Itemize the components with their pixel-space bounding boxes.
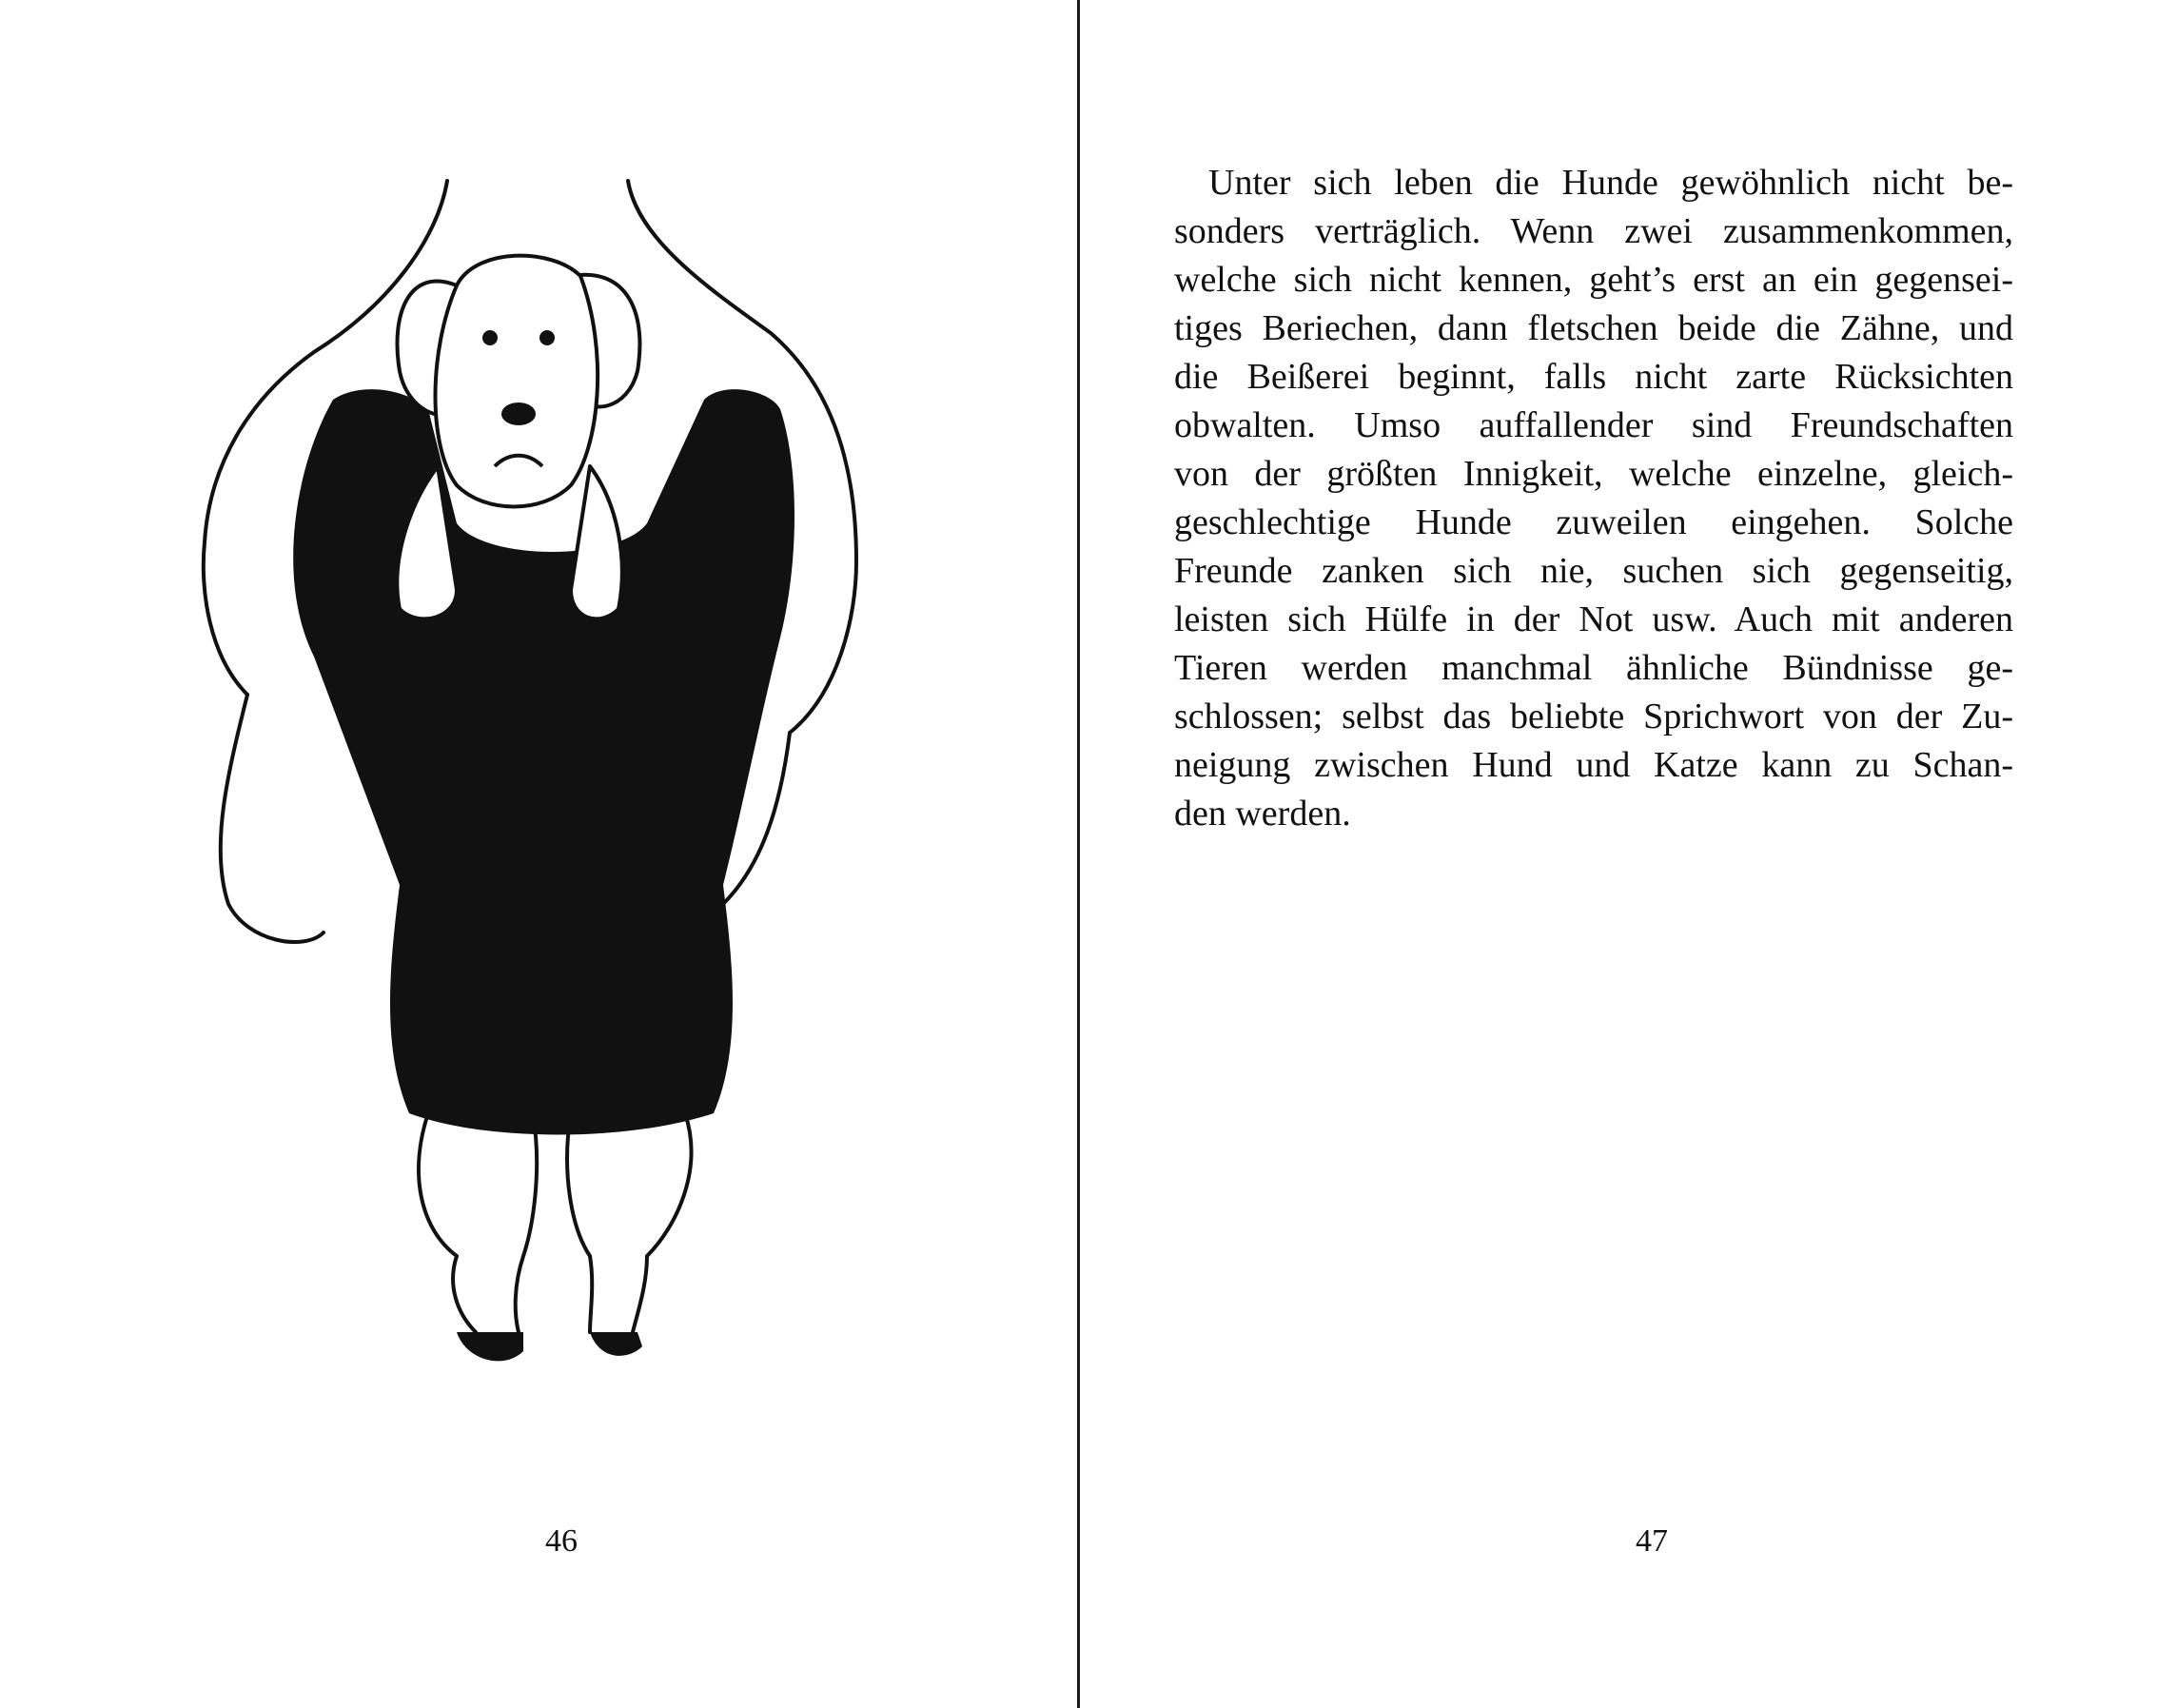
text-line: von der größten Innigkeit, welche einzelne, gleich- (1174, 454, 2013, 494)
text-line: schlossen; selbst das beliebte Sprichwort von der Zu- (1174, 697, 2013, 736)
right-shoe (590, 1332, 642, 1356)
dog-head (436, 256, 598, 507)
text-line: Freunde zanken sich nie, suchen sich gegenseitig, (1174, 551, 2013, 591)
dog-left-eye (482, 330, 498, 345)
book-gutter (1077, 0, 1080, 1708)
right-page (1081, 0, 2157, 1708)
text-line: sonders verträglich. Wenn zwei zusammenkommen, (1174, 211, 2013, 251)
left-page (0, 0, 1077, 1708)
left-leg (419, 1113, 476, 1332)
text-line: tiges Beriechen, dann fletschen beide die Zähne, und (1174, 308, 2013, 348)
text-line: neigung zwischen Hund und Katze kann zu Schan- (1174, 745, 2013, 785)
left-shoe (457, 1332, 523, 1361)
left-leg-inner (516, 1113, 537, 1332)
text-line: Unter sich leben die Hunde gewöhnlich nicht be- (1208, 163, 2013, 203)
illustration-woman-with-dog (171, 162, 932, 1380)
dog-right-paw (571, 466, 622, 618)
text-line: die Beißerei beginnt, falls nicht zarte Rücksichten (1174, 357, 2013, 397)
woman-with-dog-drawing (171, 162, 932, 1380)
body-paragraph (1174, 159, 2013, 838)
text-line: obwalten. Umso auffallender sind Freundschaften (1174, 405, 2013, 445)
left-arm (221, 695, 324, 942)
page-number-right: 47 (1636, 1523, 1668, 1559)
text-line: geschlechtige Hunde zuweilen eingehen. Solche (1174, 502, 2013, 542)
right-leg (633, 1113, 691, 1332)
page-number-left: 46 (545, 1523, 578, 1559)
text-line: den werden. (1174, 794, 1351, 834)
right-leg-inner (567, 1113, 592, 1332)
text-line: leisten sich Hülfe in der Not usw. Auch mit anderen (1174, 599, 2013, 639)
text-line: welche sich nicht kennen, geht’s erst an ein gegensei- (1174, 260, 2013, 300)
dog-nose (501, 402, 536, 425)
text-line: Tieren werden manchmal ähnliche Bündnisse ge- (1174, 648, 2013, 688)
dog-right-eye (539, 330, 555, 345)
